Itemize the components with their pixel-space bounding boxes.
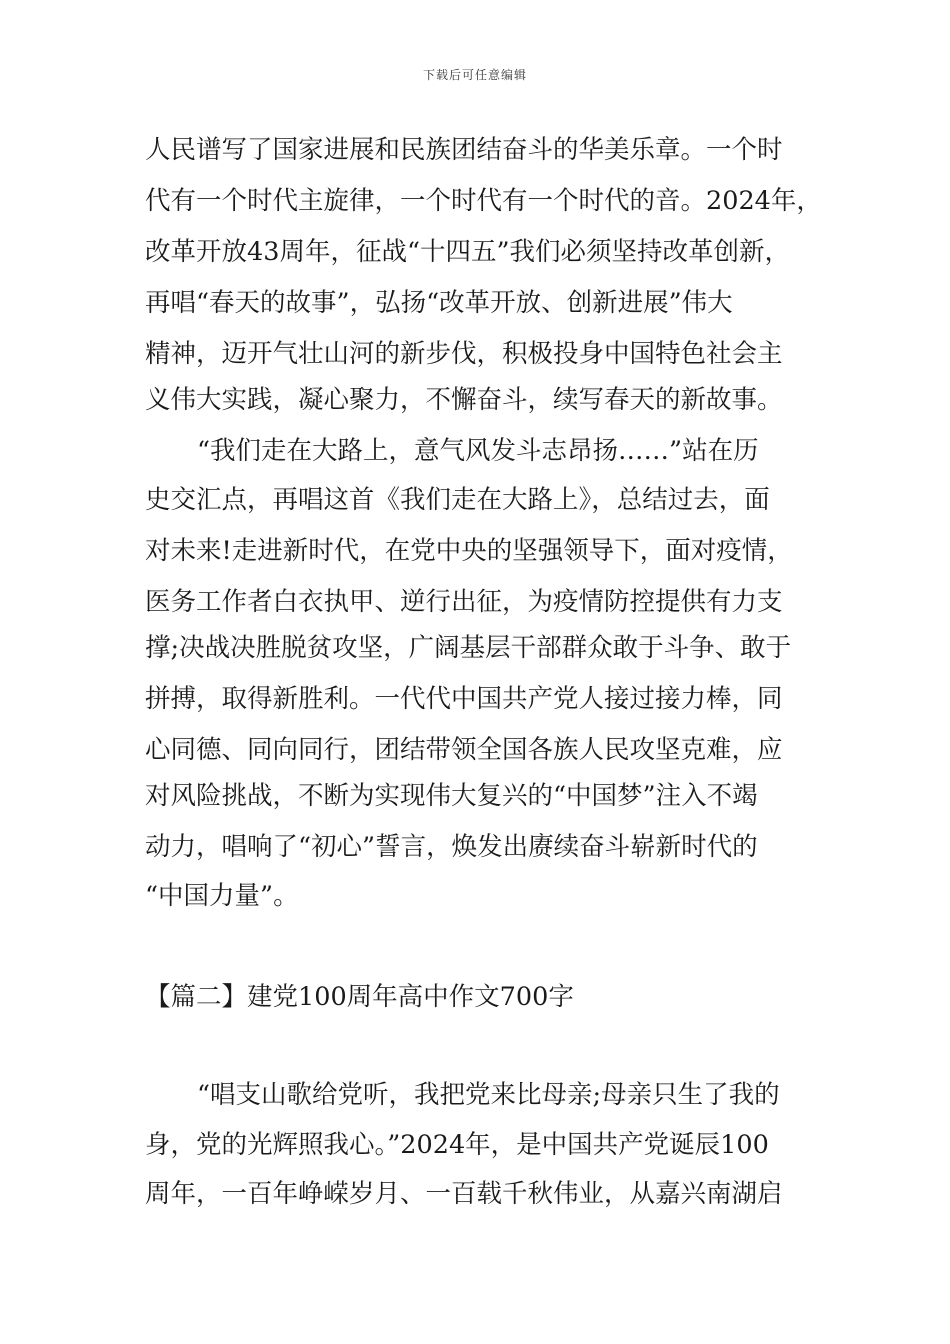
paragraph1-line-2: 代有一个时代主旋律，一个时代有一个时代的音。2024年，: [145, 186, 822, 216]
paragraph2-line-4: 医务工作者白衣执甲、逆行出征，为疫情防控提供有力支: [145, 587, 783, 617]
paragraph2-line-3: 对未来!走进新时代，在党中央的坚强领导下，面对疫情，: [145, 536, 793, 566]
paragraph1-line-3: 改革开放43周年，征战“十四五”我们必须坚持改革创新，: [145, 237, 791, 267]
paragraph2-line-9: 动力，唱响了“初心”誓言，焕发出赓续奋斗崭新时代的: [145, 832, 758, 862]
paragraph2-line-8: 对风险挑战，不断为实现伟大复兴的“中国梦”注入不竭: [145, 781, 758, 811]
section-heading: 【篇二】建党100周年高中作文700字: [145, 982, 574, 1012]
paragraph3-line-2: 身，党的光辉照我心。”2024年，是中国共产党诞辰100: [145, 1130, 769, 1160]
paragraph2-line-10: “中国力量”。: [145, 881, 299, 911]
header-note: 下载后可任意编辑: [422, 68, 527, 82]
paragraph3-line-1: “唱支山歌给党听，我把党来比母亲;母亲只生了我的: [197, 1080, 780, 1110]
paragraph1-line-6: 义伟大实践，凝心聚力，不懈奋斗，续写春天的新故事。: [145, 385, 783, 415]
paragraph2-line-1: “我们走在大路上，意气风发斗志昂扬……”站在历: [197, 436, 759, 466]
paragraph2-line-7: 心同德、同向同行，团结带领全国各族人民攻坚克难，应: [145, 735, 783, 765]
paragraph1-line-4: 再唱“春天的故事”，弘扬“改革开放、创新进展”伟大: [145, 288, 733, 318]
paragraph2-line-5: 撑;决战决胜脱贫攻坚，广阔基层干部群众敢于斗争、敢于: [145, 633, 792, 663]
paragraph1-line-1: 人民谱写了国家进展和民族团结奋斗的华美乐章。一个时: [145, 135, 783, 165]
paragraph2-line-6: 拼搏，取得新胜利。一代代中国共产党人接过接力棒，同: [145, 684, 783, 714]
paragraph2-line-2: 史交汇点，再唱这首《我们走在大路上》，总结过去，面: [145, 485, 770, 515]
paragraph3-line-3: 周年，一百年峥嵘岁月、一百载千秋伟业，从嘉兴南湖启: [145, 1179, 783, 1209]
paragraph1-line-5: 精神，迈开气壮山河的新步伐，积极投身中国特色社会主: [145, 339, 783, 369]
